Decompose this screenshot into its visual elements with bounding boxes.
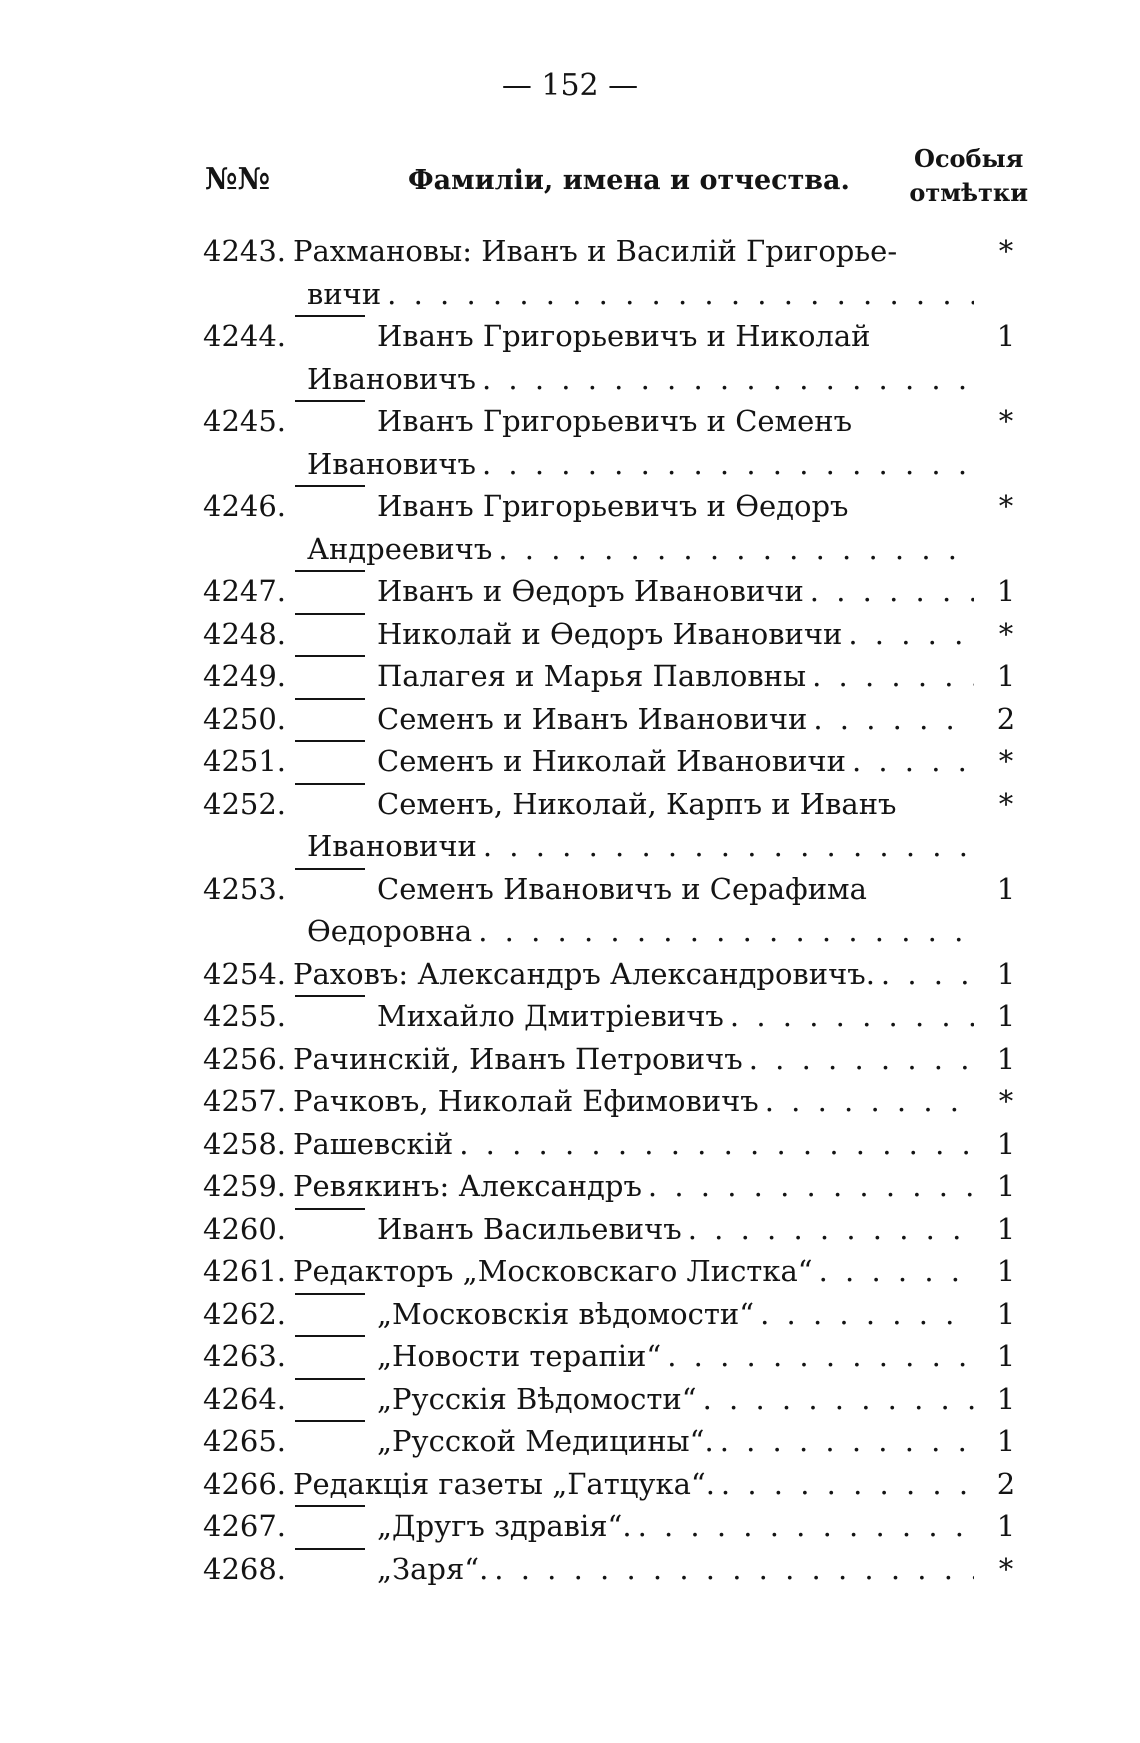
- entry-text: Иванъ Григорьевичъ и Семенъ: [377, 404, 853, 438]
- list-item: [203, 613, 1028, 656]
- ditto-dash: [295, 570, 365, 613]
- list-item: [203, 1463, 1028, 1506]
- list-item: [203, 570, 1028, 613]
- list-item: [203, 995, 1028, 1038]
- entry-text-continued: вичи: [307, 276, 382, 311]
- list-item: [203, 400, 1028, 485]
- entry-mark: 1: [996, 1339, 1016, 1373]
- entry-number: 4265.: [203, 1424, 287, 1458]
- entry-number: 4262.: [203, 1296, 287, 1331]
- entry-text: Николай и Өедоръ Ивановичи: [377, 616, 843, 651]
- entry-mark: 1: [996, 1254, 1016, 1288]
- entry-mark: 2: [996, 701, 1016, 736]
- entry-number: 4266.: [203, 1466, 287, 1501]
- entry-number: 4263.: [203, 1339, 287, 1373]
- list-item: [203, 1038, 1028, 1081]
- list-item: [203, 698, 1028, 741]
- ditto-dash: [295, 315, 365, 358]
- entry-number: 4261.: [203, 1254, 287, 1288]
- ditto-dash: [295, 613, 365, 656]
- entry-text: Палагея и Марья Павловны: [377, 659, 807, 693]
- entry-mark: *: [998, 786, 1014, 821]
- entry-mark: *: [998, 1084, 1014, 1118]
- entry-number: 4256.: [203, 1041, 287, 1076]
- list-item: [203, 953, 1028, 996]
- entry-number: 4252.: [203, 786, 287, 821]
- list-item: [203, 740, 1028, 783]
- entry-number: 4247.: [203, 574, 287, 608]
- entry-text: Иванъ Григорьевичъ и Николай: [377, 319, 871, 353]
- ditto-dash: [295, 783, 365, 826]
- entry-mark: 2: [996, 1466, 1016, 1501]
- leader-dots: [697, 1378, 974, 1421]
- ditto-dash: [295, 868, 365, 911]
- entry-text: Ревякинъ: Александръ: [293, 1169, 642, 1203]
- entry-number: 4253.: [203, 871, 287, 906]
- entry-mark: 1: [996, 319, 1016, 353]
- leader-dots: [807, 698, 974, 741]
- entry-text-continued: Ивановичъ: [307, 446, 476, 481]
- leader-dots: [842, 613, 974, 656]
- entry-mark: 1: [996, 574, 1016, 608]
- ditto-dash: [295, 995, 365, 1038]
- marks-header-line1: Особыя: [914, 144, 1024, 173]
- leader-dots: [715, 1463, 974, 1506]
- leader-dots: [754, 1293, 974, 1336]
- entry-text: „Московскія вѣдомости“: [377, 1296, 755, 1331]
- leader-dots: [472, 910, 974, 953]
- entry-number: 4255.: [203, 999, 287, 1033]
- leader-dots: [477, 825, 974, 868]
- ditto-dash: [295, 1505, 365, 1548]
- number-column-header: №№: [205, 162, 271, 197]
- list-item: [203, 230, 1028, 315]
- entry-text: Семенъ Ивановичъ и Серафима: [377, 871, 867, 906]
- entry-number: 4267.: [203, 1509, 287, 1543]
- entry-text: Семенъ и Иванъ Ивановичи: [377, 701, 808, 736]
- entry-mark: 1: [996, 1296, 1016, 1331]
- list-item: [203, 485, 1028, 570]
- entry-mark: 1: [996, 1424, 1016, 1458]
- leader-dots: [724, 995, 974, 1038]
- list-item: [203, 868, 1028, 953]
- leader-dots: [682, 1208, 974, 1251]
- entry-mark: 1: [996, 1211, 1016, 1246]
- leader-dots: [661, 1335, 974, 1378]
- entry-text: Редакторъ „Московскаго Листка“: [293, 1254, 813, 1288]
- leader-dots: [743, 1038, 974, 1081]
- entry-text: Семенъ, Николай, Карпъ и Иванъ: [377, 786, 897, 821]
- marks-column-header: [909, 142, 1028, 210]
- column-header: [203, 140, 1028, 230]
- entry-text: Иванъ Григорьевичъ и Өедоръ: [377, 489, 849, 523]
- list-item: [203, 1378, 1028, 1421]
- entry-mark: 1: [996, 956, 1016, 991]
- ditto-dash: [295, 740, 365, 783]
- list-item: [203, 1505, 1028, 1548]
- page-number: — 152 —: [501, 68, 639, 103]
- leader-dots: [492, 528, 974, 571]
- entry-number: 4246.: [203, 489, 287, 523]
- leader-dots: [642, 1165, 974, 1208]
- leader-dots: [381, 273, 974, 316]
- leader-dots: [714, 1420, 974, 1463]
- entry-mark: 1: [996, 1169, 1016, 1203]
- entry-number: 4244.: [203, 319, 287, 353]
- entry-number: 4251.: [203, 744, 287, 778]
- entry-number: 4243.: [203, 234, 287, 268]
- list-item: [203, 315, 1028, 400]
- entry-text: Рашевскій: [293, 1126, 454, 1161]
- list-item: [203, 1165, 1028, 1208]
- list-item: [203, 783, 1028, 868]
- list-item: [203, 655, 1028, 698]
- marks-header-line2: отмѣтки: [909, 178, 1028, 207]
- entry-text-continued: Өедоровна: [307, 914, 473, 948]
- leader-dots: [476, 358, 974, 401]
- list-item: [203, 1123, 1028, 1166]
- entry-text: „Новости терапіи“: [377, 1339, 662, 1373]
- entry-number: 4258.: [203, 1126, 287, 1161]
- entry-number: 4249.: [203, 659, 287, 693]
- entry-text: „Русской Медицины“.: [377, 1424, 714, 1458]
- ditto-dash: [295, 1420, 365, 1463]
- entry-text: Рачковъ, Николай Ефимовичъ: [293, 1084, 759, 1118]
- list-item: [203, 1208, 1028, 1251]
- entry-text-continued: Ивановичъ: [307, 361, 476, 396]
- leader-dots: [453, 1123, 974, 1166]
- entry-mark: 1: [996, 871, 1016, 906]
- entry-list: [203, 230, 1028, 1590]
- entry-number: 4259.: [203, 1169, 287, 1203]
- entry-number: 4260.: [203, 1211, 287, 1246]
- leader-dots: [632, 1505, 974, 1548]
- entry-mark: 1: [996, 999, 1016, 1033]
- leader-dots: [488, 1548, 974, 1591]
- leader-dots: [846, 740, 974, 783]
- ditto-dash: [295, 655, 365, 698]
- leader-dots: [875, 953, 974, 996]
- ditto-dash: [295, 1208, 365, 1251]
- entry-mark: 1: [996, 659, 1016, 693]
- list-item: [203, 1335, 1028, 1378]
- entry-mark: 1: [996, 1509, 1016, 1543]
- entry-text: Раховъ: Александръ Александровичъ.: [293, 956, 875, 991]
- leader-dots: [476, 443, 974, 486]
- entry-text: Иванъ Васильевичъ: [377, 1211, 682, 1246]
- entry-text: Иванъ и Өедоръ Ивановичи: [377, 574, 804, 608]
- names-column-header: Фамиліи, имена и отчества.: [408, 165, 850, 196]
- ditto-dash: [295, 485, 365, 528]
- leader-dots: [806, 655, 974, 698]
- ditto-dash: [295, 1548, 365, 1591]
- entry-mark: 1: [996, 1381, 1016, 1416]
- entry-text-continued: Андреевичъ: [307, 531, 493, 566]
- entry-text-continued: Ивановичи: [307, 829, 477, 863]
- leader-dots: [813, 1250, 974, 1293]
- ditto-dash: [295, 1335, 365, 1378]
- entry-text: Рачинскій, Иванъ Петровичъ: [293, 1041, 743, 1076]
- list-item: [203, 1080, 1028, 1123]
- entry-mark: *: [998, 616, 1014, 651]
- leader-dots: [759, 1080, 974, 1123]
- entry-number: 4257.: [203, 1084, 287, 1118]
- ditto-dash: [295, 1293, 365, 1336]
- leader-dots: [804, 570, 974, 613]
- entry-text: „Русскія Вѣдомости“: [377, 1381, 697, 1416]
- entry-text: Семенъ и Николай Ивановичи: [377, 744, 846, 778]
- list-item: [203, 1420, 1028, 1463]
- entry-number: 4264.: [203, 1381, 287, 1416]
- list-item: [203, 1250, 1028, 1293]
- entry-text: Редакція газеты „Гатцука“.: [293, 1466, 715, 1501]
- entry-number: 4268.: [203, 1551, 287, 1586]
- entry-number: 4245.: [203, 404, 287, 438]
- ditto-dash: [295, 698, 365, 741]
- entry-number: 4250.: [203, 701, 287, 736]
- entry-text: Рахмановы: Иванъ и Василій Григорье-: [293, 234, 898, 268]
- ditto-dash: [295, 400, 365, 443]
- entry-text: „Другъ здравія“.: [377, 1509, 632, 1543]
- entry-number: 4254.: [203, 956, 287, 991]
- list-item: [203, 1548, 1028, 1591]
- entry-mark: *: [998, 404, 1014, 438]
- entry-text: „Заря“.: [377, 1551, 489, 1586]
- entry-mark: 1: [996, 1126, 1016, 1161]
- entry-mark: 1: [996, 1041, 1016, 1076]
- entry-mark: *: [998, 744, 1014, 778]
- entry-text: Михайло Дмитріевичъ: [377, 999, 724, 1033]
- entry-mark: *: [998, 234, 1014, 268]
- entry-mark: *: [998, 489, 1014, 523]
- ditto-dash: [295, 1378, 365, 1421]
- list-item: [203, 1293, 1028, 1336]
- entry-number: 4248.: [203, 616, 287, 651]
- entry-mark: *: [998, 1551, 1014, 1586]
